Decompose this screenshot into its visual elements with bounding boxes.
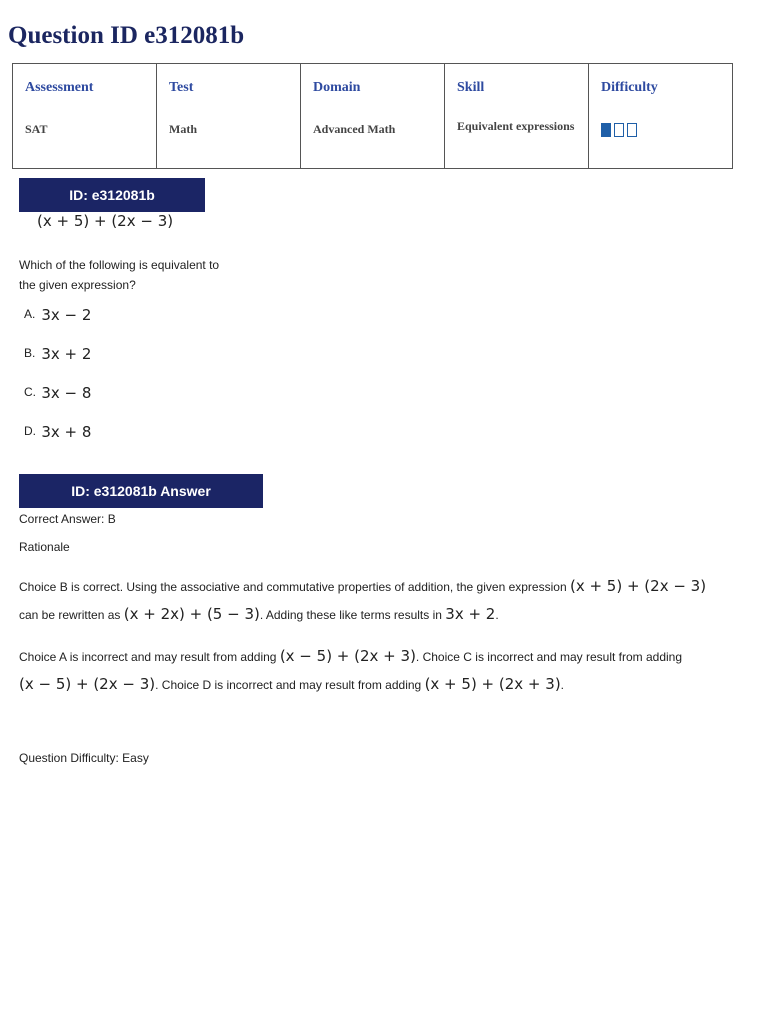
question-difficulty: Question Difficulty: Easy bbox=[19, 751, 149, 765]
meta-value-assessment: SAT bbox=[25, 122, 48, 136]
choice-a-expression: 3x − 2 bbox=[41, 306, 92, 324]
rationale-1-expr-3: 3x + 2 bbox=[445, 605, 496, 623]
choice-d-expression: 3x + 8 bbox=[41, 423, 92, 441]
question-prompt-line-1: Which of the following is equivalent to bbox=[19, 258, 220, 272]
meta-value-domain: Advanced Math bbox=[313, 122, 396, 136]
rationale-1-text-3: . Adding these like terms results in bbox=[259, 608, 442, 622]
rationale-2-text-4: . bbox=[560, 678, 565, 692]
difficulty-box-empty bbox=[614, 123, 624, 137]
rationale-2-text-1: Choice A is incorrect and may result from adding bbox=[19, 650, 277, 664]
choice-c[interactable] bbox=[24, 384, 91, 402]
meta-test bbox=[157, 64, 301, 169]
question-id-banner: ID: e312081b bbox=[19, 178, 205, 212]
difficulty-box-empty bbox=[627, 123, 637, 137]
meta-skill bbox=[445, 64, 589, 169]
meta-heading-assessment: Assessment bbox=[25, 80, 94, 95]
rationale-1-text-2: can be rewritten as bbox=[19, 608, 121, 622]
meta-difficulty bbox=[589, 64, 733, 169]
choice-d-letter: D. bbox=[24, 424, 36, 438]
meta-heading-difficulty: Difficulty bbox=[601, 80, 658, 95]
choice-a-letter: A. bbox=[24, 307, 36, 321]
rationale-2-text-3: . Choice D is incorrect and may result from adding bbox=[155, 678, 422, 692]
difficulty-box-filled bbox=[601, 123, 611, 137]
meta-heading-test: Test bbox=[169, 80, 194, 95]
given-expression: (x + 5) + (2x − 3) bbox=[37, 212, 174, 230]
rationale-2-expr-1: (x − 5) + (2x + 3) bbox=[279, 647, 416, 665]
question-prompt bbox=[19, 255, 219, 295]
meta-value-test: Math bbox=[169, 122, 197, 136]
choice-b-expression: 3x + 2 bbox=[41, 345, 92, 363]
rationale-2-text-2: . Choice C is incorrect and may result from adding bbox=[415, 650, 683, 664]
rationale-2-expr-3: (x + 5) + (2x + 3) bbox=[424, 675, 561, 693]
rationale-label: Rationale bbox=[19, 540, 70, 554]
choice-a[interactable] bbox=[24, 306, 91, 324]
question-prompt-line-2: the given expression? bbox=[19, 278, 136, 292]
correct-answer: Correct Answer: B bbox=[19, 512, 116, 526]
rationale-paragraph-2 bbox=[19, 643, 744, 699]
rationale-1-expr-2: (x + 2x) + (5 − 3) bbox=[123, 605, 260, 623]
meta-value-skill: Equivalent expressions bbox=[457, 119, 575, 133]
choice-c-letter: C. bbox=[24, 385, 36, 399]
choice-c-expression: 3x − 8 bbox=[41, 384, 92, 402]
difficulty-indicator bbox=[601, 123, 720, 137]
meta-domain bbox=[301, 64, 445, 169]
meta-heading-skill: Skill bbox=[457, 80, 485, 95]
rationale-2-expr-2: (x − 5) + (2x − 3) bbox=[19, 675, 156, 693]
choice-d[interactable] bbox=[24, 423, 91, 441]
page-title: Question ID e312081b bbox=[8, 22, 245, 49]
meta-heading-domain: Domain bbox=[313, 80, 361, 95]
rationale-paragraph-1 bbox=[19, 573, 744, 629]
rationale-1-expr-1: (x + 5) + (2x − 3) bbox=[569, 577, 707, 595]
rationale-1-text-4: . bbox=[495, 608, 499, 622]
rationale-1-text-1: Choice B is correct. Using the associative and commutative properties of addition, the given expression bbox=[19, 580, 567, 594]
choice-b[interactable] bbox=[24, 345, 91, 363]
meta-assessment bbox=[13, 64, 157, 169]
question-meta-table bbox=[12, 63, 733, 169]
choice-b-letter: B. bbox=[24, 346, 36, 360]
answer-id-banner: ID: e312081b Answer bbox=[19, 474, 263, 508]
